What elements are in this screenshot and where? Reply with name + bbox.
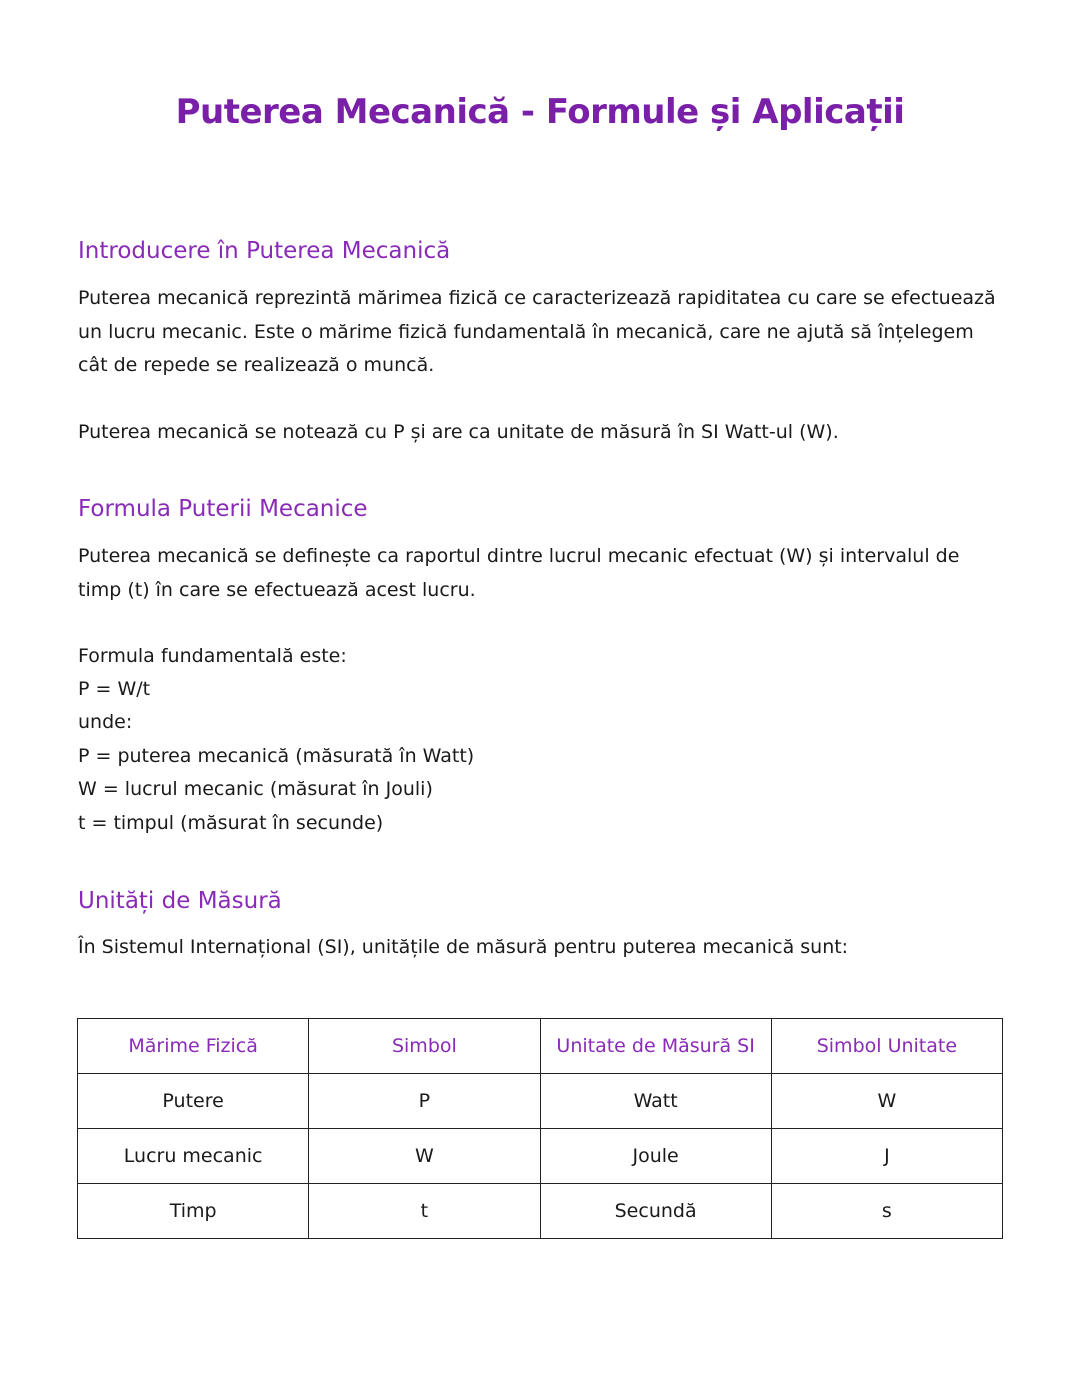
table-cell: Watt bbox=[540, 1074, 771, 1129]
table-cell: W bbox=[771, 1074, 1002, 1129]
page-title: Puterea Mecanică - Formule și Aplicații bbox=[175, 92, 905, 132]
table-cell: P bbox=[309, 1074, 540, 1129]
section-heading-formula: Formula Puterii Mecanice bbox=[78, 496, 368, 522]
table-cell: Joule bbox=[540, 1129, 771, 1184]
units-paragraph: În Sistemul Internațional (SI), unitățile de măsură pentru puterea mecanică sunt: bbox=[78, 936, 849, 958]
table-cell: Putere bbox=[78, 1074, 309, 1129]
table-row bbox=[78, 1129, 1003, 1184]
table-cell: J bbox=[771, 1129, 1002, 1184]
table-cell: Secundă bbox=[540, 1184, 771, 1239]
formula-equation: P = W/t bbox=[78, 678, 151, 700]
section-heading-intro: Introducere în Puterea Mecanică bbox=[78, 238, 451, 264]
table-cell: W bbox=[309, 1129, 540, 1184]
table-row bbox=[78, 1074, 1003, 1129]
formula-where: unde: bbox=[78, 711, 133, 733]
formula-label: Formula fundamentală este: bbox=[78, 645, 347, 667]
intro-paragraph: Puterea mecanică reprezintă mărimea fizică ce caracterizează rapiditatea cu care se efectuează un lucru mecanic. Este o mărime fizică fundamentală în mecanică, care ne ajută să înțelegem cât de repede se realizează o muncă. bbox=[78, 287, 996, 376]
definition-time: t = timpul (măsurat în secunde) bbox=[78, 812, 384, 834]
table-cell: Timp bbox=[78, 1184, 309, 1239]
section-heading-units: Unități de Măsură bbox=[78, 888, 282, 914]
table-header-row bbox=[78, 1019, 1003, 1074]
definition-power: P = puterea mecanică (măsurată în Watt) bbox=[78, 745, 475, 767]
units-table bbox=[77, 1018, 1003, 1239]
table-header-cell: Unitate de Măsură SI bbox=[540, 1019, 771, 1074]
table-header-cell: Simbol bbox=[309, 1019, 540, 1074]
formula-paragraph: Puterea mecanică se definește ca raportul dintre lucrul mecanic efectuat (W) și intervalul de timp (t) în care se efectuează acest lucru. bbox=[78, 545, 960, 601]
definition-work: W = lucrul mecanic (măsurat în Jouli) bbox=[78, 778, 433, 800]
table-header-cell: Simbol Unitate bbox=[771, 1019, 1002, 1074]
table-cell: t bbox=[309, 1184, 540, 1239]
table-cell: s bbox=[771, 1184, 1002, 1239]
table-cell: Lucru mecanic bbox=[78, 1129, 309, 1184]
table-header-cell: Mărime Fizică bbox=[78, 1019, 309, 1074]
table-row bbox=[78, 1184, 1003, 1239]
intro-notation-paragraph: Puterea mecanică se notează cu P și are ca unitate de măsură în SI Watt-ul (W). bbox=[78, 421, 839, 443]
